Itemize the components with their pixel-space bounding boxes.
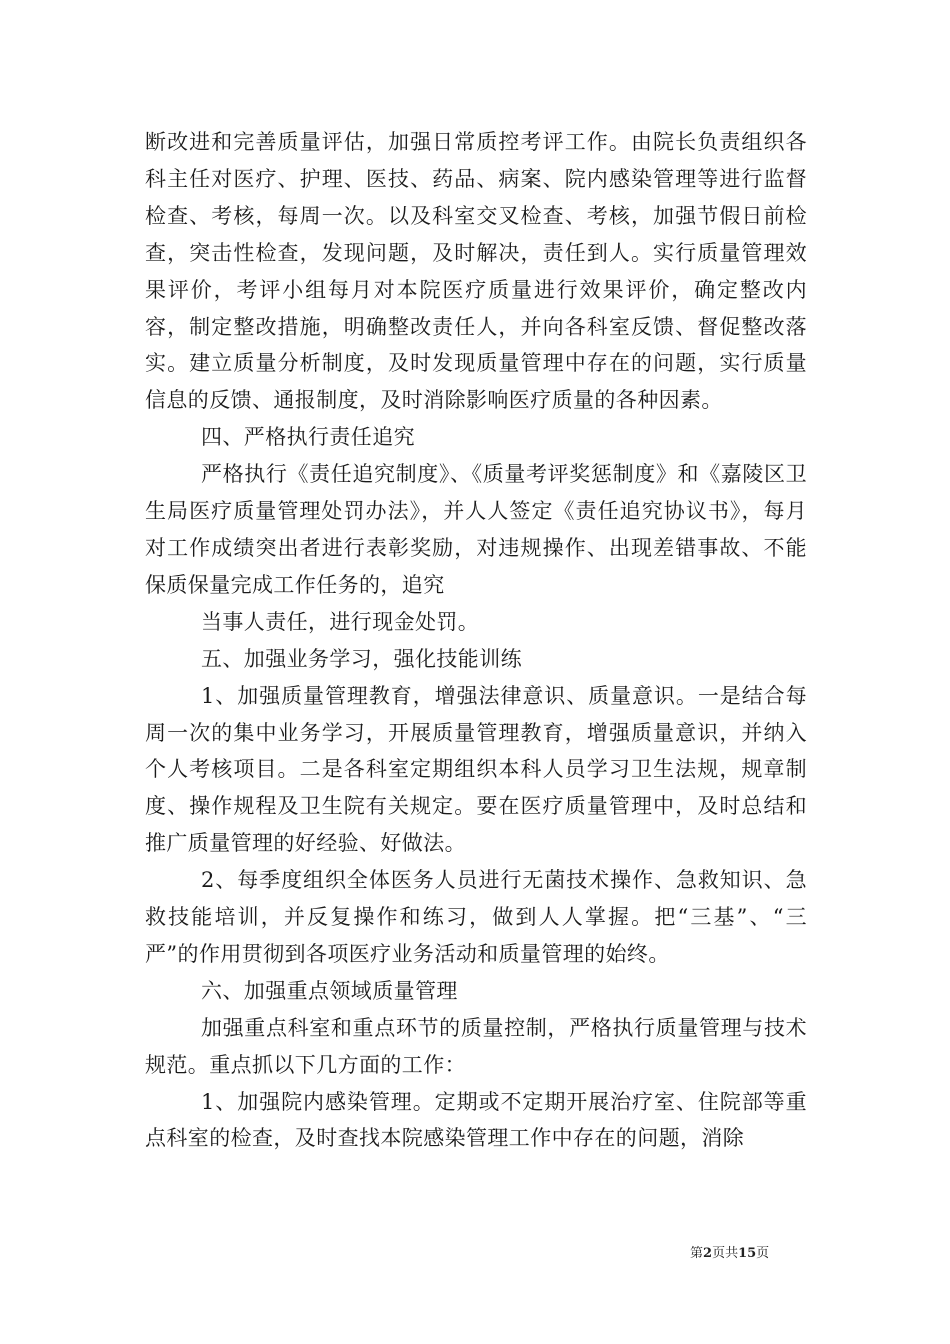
paragraph-1: 断改进和完善质量评估，加强日常质控考评工作。由院长负责组织各科主任对医疗、护理、医技、药品、病案、院内感染管理等进行监督检查、考核，每周一次。以及科室交叉检查、考核，加强节假日前检查，突击性检查，发现问题，及时解决，责任到人。实行质量管理效果评价，考评小组每月对本院医疗质量进行效果评价，确定整改内容，制定整改措施，明确整改责任人，并向各科室反馈、督促整改落实。建立质量分析制度，及时发现质量管理中存在的问题，实行质量信息的反馈、通报制度，及时消除影响医疗质量的各种因素。 xyxy=(145,130,807,413)
section-heading-6: 六、加强重点领域质量管理 xyxy=(201,978,458,1003)
paragraph-3: 严格执行《责任追究制度》、《质量考评奖惩制度》和《嘉陵区卫生局医疗质量管理处罚办法》，并人人签定《责任追究协议书》，每月对工作成绩突出者进行表彰奖励，对违规操作、出现差错事故、不能保质保量完成工作任务的，追究 xyxy=(145,462,807,597)
document-body xyxy=(145,124,807,1157)
paragraph-9: 加强重点科室和重点环节的质量控制，严格执行质量管理与技术规范。重点抓以下几方面的工作： xyxy=(145,1015,807,1077)
footer-prefix: 第 xyxy=(690,1246,704,1261)
section-heading-5: 五、加强业务学习，强化技能训练 xyxy=(201,646,522,671)
total-pages-number: 15 xyxy=(738,1246,757,1261)
page-footer xyxy=(690,1245,810,1263)
current-page-number: 2 xyxy=(703,1246,713,1261)
paragraph-10: 1、加强院内感染管理。定期或不定期开展治疗室、住院部等重点科室的检查，及时查找本院感染管理工作中存在的问题，消除 xyxy=(145,1089,807,1151)
footer-suffix: 页 xyxy=(756,1246,770,1261)
section-heading-4: 四、严格执行责任追究 xyxy=(201,425,415,450)
footer-middle: 页共 xyxy=(712,1246,739,1261)
paragraph-4: 当事人责任，进行现金处罚。 xyxy=(201,609,480,634)
paragraph-6: 1、加强质量管理教育，增强法律意识、质量意识。一是结合每周一次的集中业务学习，开展质量管理教育，增强质量意识，并纳入个人考核项目。二是各科室定期组织本科人员学习卫生法规，规章制度、操作规程及卫生院有关规定。要在医疗质量管理中，及时总结和推广质量管理的好经验、好做法。 xyxy=(145,683,807,856)
paragraph-7: 2、每季度组织全体医务人员进行无菌技术操作、急救知识、急救技能培训，并反复操作和练习，做到人人掌握。把“三基”、“三严”的作用贯彻到各项医疗业务活动和质量管理的始终。 xyxy=(145,868,807,966)
